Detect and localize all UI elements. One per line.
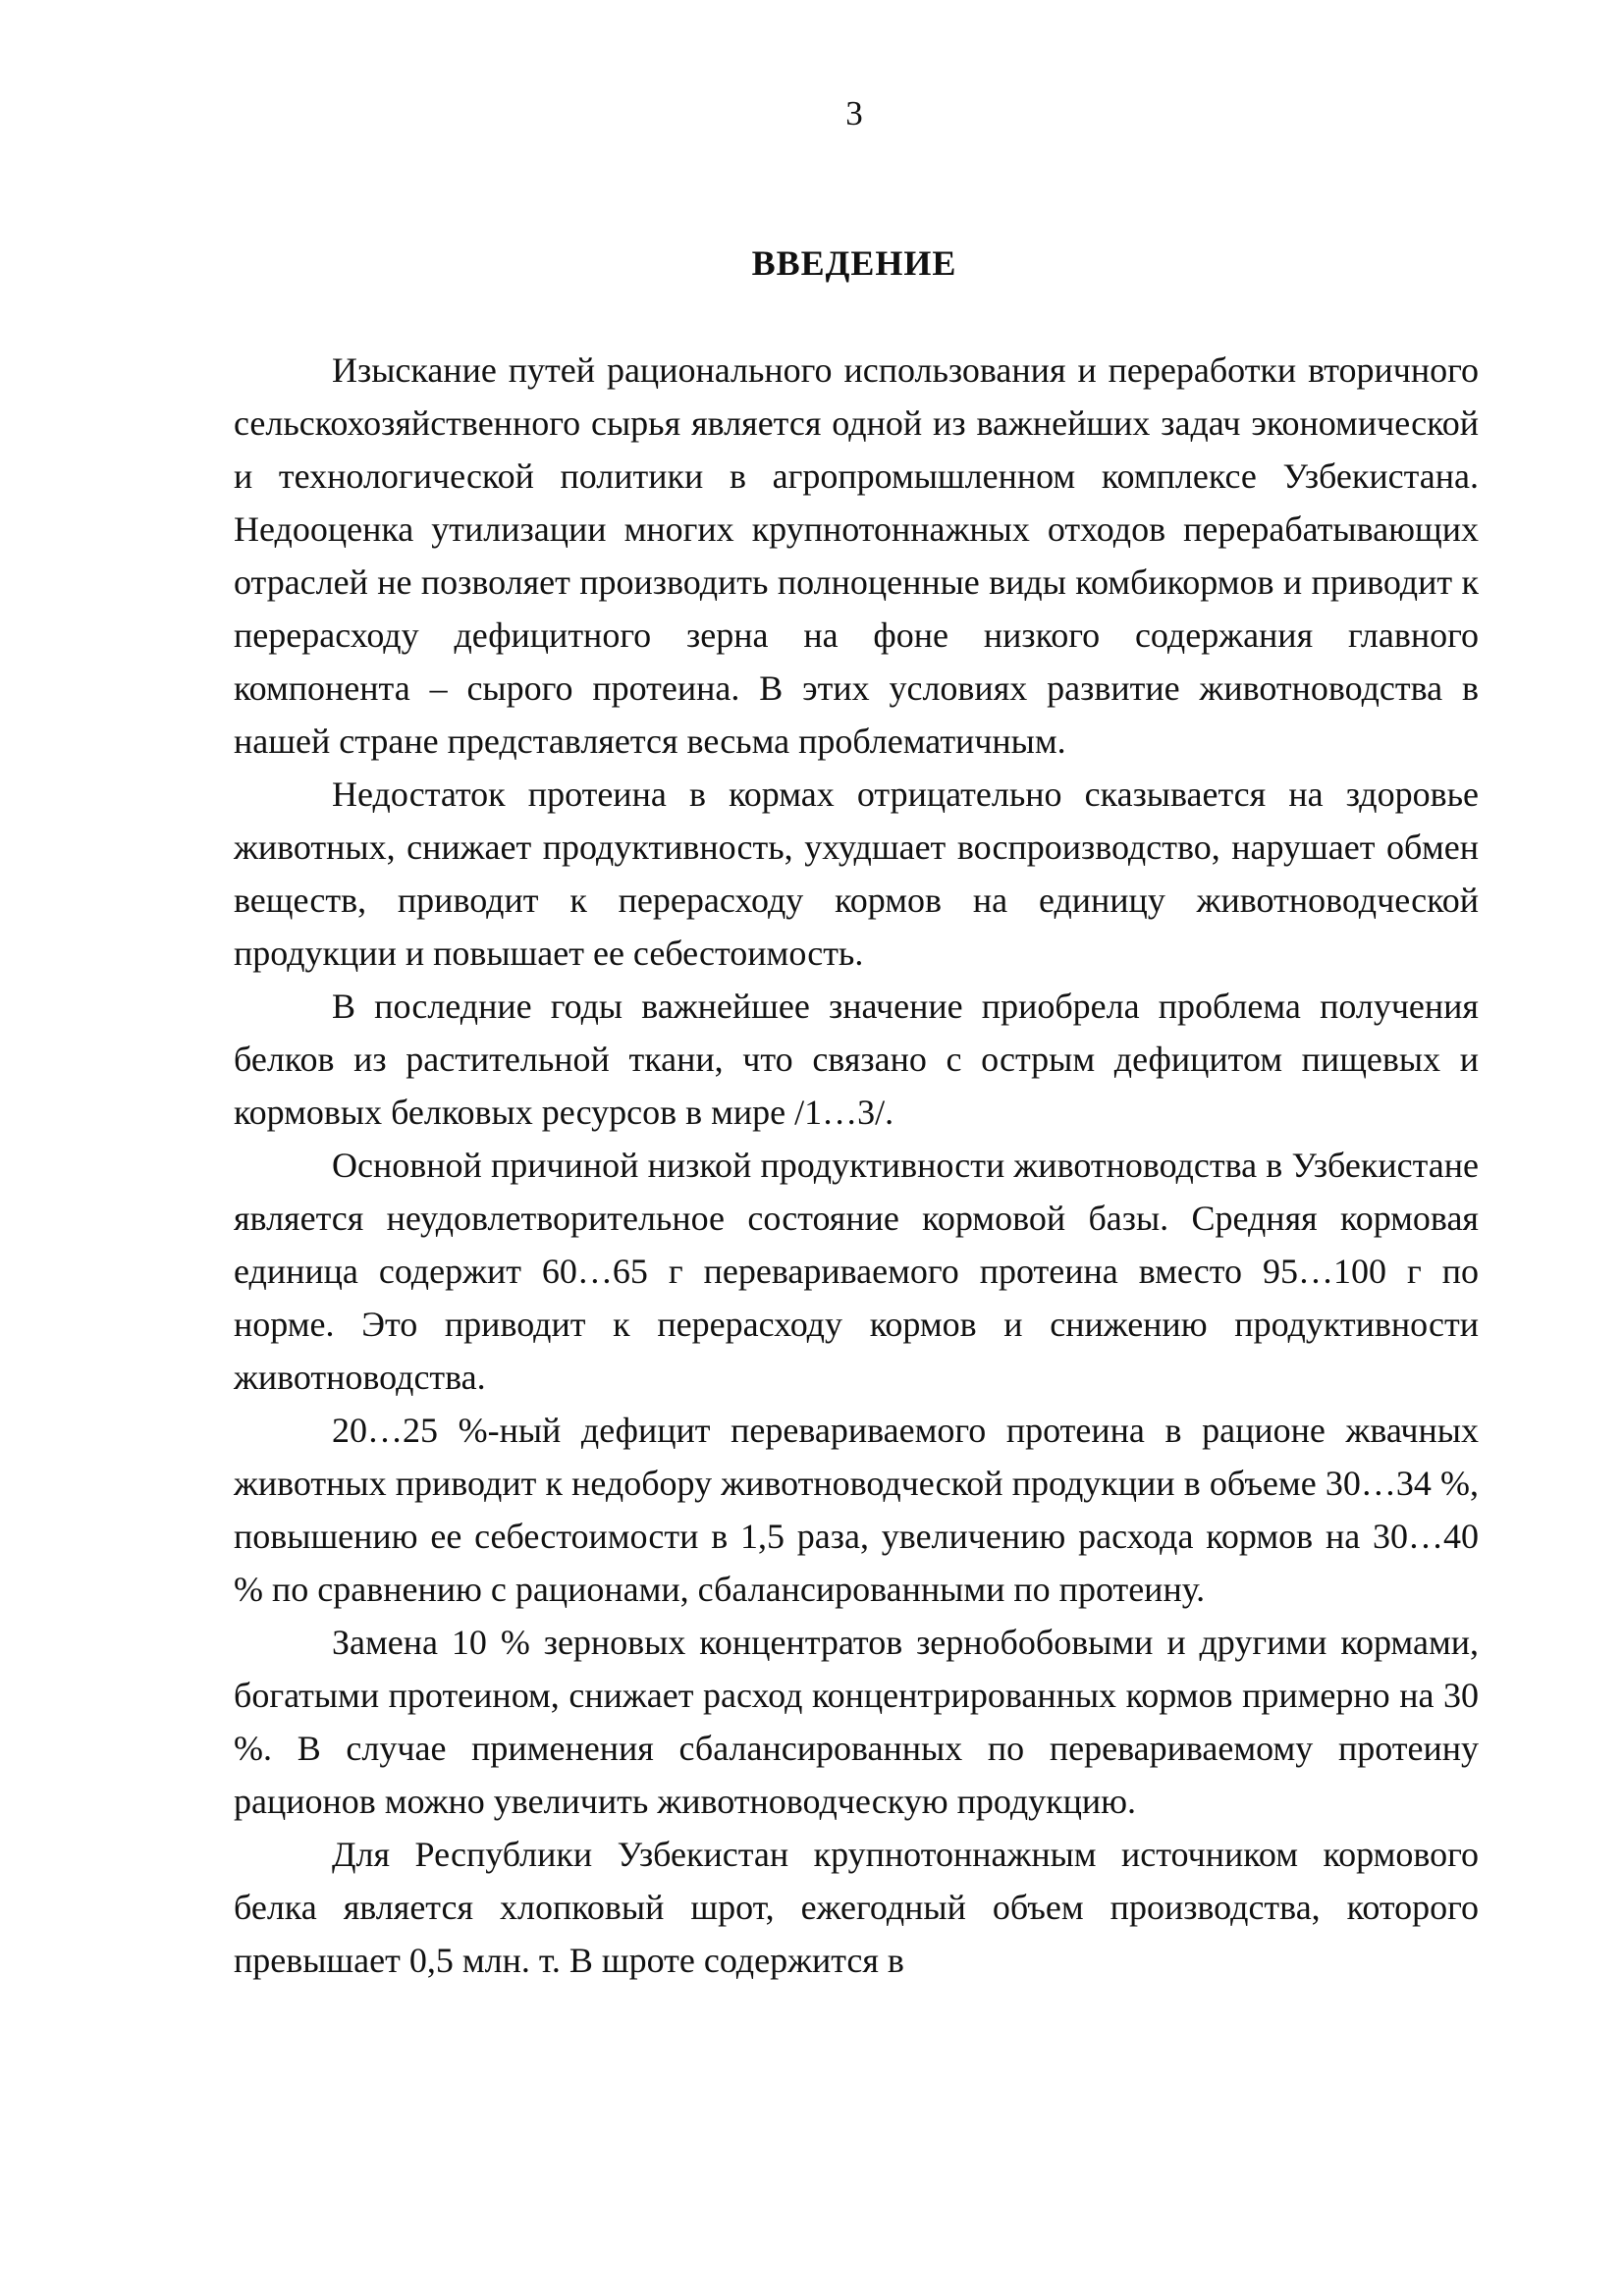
body-text [234, 344, 1479, 1987]
paragraph: Изыскание путей рационального использования и переработки вторичного сельскохозяйственного сырья является одной из важнейших задач экономической и технологической политики в агропромышленном комплексе Узбекистана. Недооценка утилизации многих крупнотоннажных отходов перерабатывающих отраслей не позволяет производить полноценные виды комбикормов и приводит к перерасходу дефицитного зерна на фоне низкого содержания главного компонента – сырого протеина. В этих условиях развитие животноводства в нашей стране представляется весьма проблематичным. [234, 350, 1479, 761]
section-heading: ВВЕДЕНИЕ [751, 243, 957, 283]
paragraph: Для Республики Узбекистан крупнотоннажным источником кормового белка является хлопковый шрот, ежегодный объем производства, которого превышает 0,5 млн. т. В шроте содержится в [234, 1835, 1479, 1980]
page-number: 3 [845, 94, 863, 133]
paragraph: Недостаток протеина в кормах отрицательно сказывается на здоровье животных, снижает продуктивность, ухудшает воспроизводство, нарушает обмен веществ, приводит к перерасходу кормов на единицу животноводческой продукции и повышает ее себестоимость. [234, 774, 1479, 973]
paragraph: Основной причиной низкой продуктивности животноводства в Узбекистане является неудовлетворительное состояние кормовой базы. Средняя кормовая единица содержит 60…65 г перевариваемого протеина вместо 95…100 г по норме. Это приводит к перерасходу кормов и снижению продуктивности животноводства. [234, 1146, 1479, 1397]
paragraph: 20…25 %-ный дефицит перевариваемого протеина в рационе жвачных животных приводит к недобору животноводческой продукции в объеме 30…34 %, повышению ее себестоимости в 1,5 раза, увеличению расхода кормов на 30…40 % по сравнению с рационами, сбалансированными по протеину. [234, 1411, 1479, 1609]
paragraph: Замена 10 % зерновых концентратов зернобобовыми и другими кормами, богатыми протеином, снижает расход концентрированных кормов примерно на 30 %. В случае применения сбалансированных по перевариваемому протеину рационов можно увеличить животноводческую продукцию. [234, 1623, 1479, 1821]
paragraph: В последние годы важнейшее значение приобрела проблема получения белков из растительной ткани, что связано с острым дефицитом пищевых и кормовых белковых ресурсов в мире /1…3/. [234, 987, 1479, 1132]
